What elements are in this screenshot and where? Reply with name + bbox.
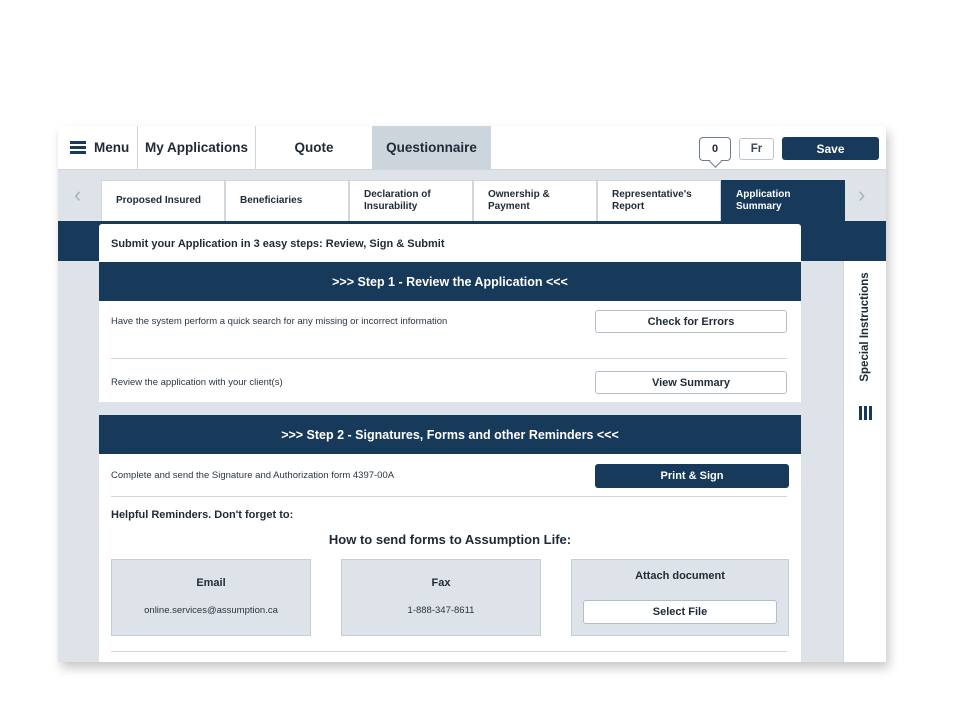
special-instructions-panel[interactable] bbox=[843, 261, 886, 662]
tab-questionnaire[interactable]: Questionnaire bbox=[373, 126, 491, 169]
step2-heading: >>> Step 2 - Signatures, Forms and other Reminders <<< bbox=[99, 415, 801, 454]
section-tab-ownership-payment[interactable]: Ownership & Payment bbox=[473, 180, 597, 221]
top-bar bbox=[58, 126, 886, 170]
divider bbox=[111, 651, 787, 652]
send-forms-title: How to send forms to Assumption Life: bbox=[328, 532, 572, 547]
step1-heading: >>> Step 1 - Review the Application <<< bbox=[99, 262, 801, 301]
menu-button[interactable] bbox=[58, 126, 138, 169]
check-errors-description: Have the system perform a quick search for any missing or incorrect information bbox=[111, 316, 448, 327]
attach-document-box bbox=[571, 559, 789, 636]
section-tab-beneficiaries[interactable]: Beneficiaries bbox=[225, 180, 349, 221]
application-summary-card bbox=[99, 224, 801, 662]
fax-title: Fax bbox=[431, 577, 451, 589]
email-address: online.services@assumption.ca bbox=[144, 605, 278, 616]
divider bbox=[111, 496, 787, 497]
notification-badge[interactable]: 0 bbox=[699, 137, 731, 161]
select-file-button[interactable]: Select File bbox=[583, 600, 777, 624]
app-window bbox=[58, 126, 886, 662]
fax-option-box bbox=[341, 559, 541, 636]
attach-document-title: Attach document bbox=[635, 570, 725, 582]
page-title: Submit your Application in 3 easy steps: Review, Sign & Submit bbox=[111, 238, 445, 250]
signature-form-description: Complete and send the Signature and Authorization form 4397-00A bbox=[111, 470, 395, 481]
print-and-sign-button[interactable]: Print & Sign bbox=[595, 464, 789, 488]
language-toggle-button[interactable]: Fr bbox=[739, 138, 774, 160]
chevron-right-icon[interactable]: › bbox=[858, 182, 866, 207]
hamburger-icon bbox=[70, 141, 86, 154]
check-for-errors-button[interactable]: Check for Errors bbox=[595, 310, 787, 333]
view-summary-description: Review the application with your client(s) bbox=[111, 377, 283, 388]
fax-number: 1-888-347-8611 bbox=[407, 605, 475, 616]
section-separator bbox=[99, 402, 801, 415]
save-button[interactable]: Save bbox=[782, 137, 879, 160]
menu-label: Menu bbox=[94, 140, 130, 155]
chevron-left-icon[interactable]: ‹ bbox=[74, 182, 82, 207]
divider bbox=[111, 358, 787, 359]
special-instructions-label: Special Instructions bbox=[859, 272, 871, 382]
tab-my-applications[interactable]: My Applications bbox=[138, 126, 256, 169]
email-option-box bbox=[111, 559, 311, 636]
expand-panel-icon[interactable] bbox=[859, 406, 872, 420]
section-tab-application-summary[interactable]: Application Summary bbox=[721, 180, 845, 221]
reminders-title: Helpful Reminders. Don't forget to: bbox=[111, 509, 294, 521]
section-tab-declaration-of-insurability[interactable]: Declaration of Insurability bbox=[349, 180, 473, 221]
section-tab-proposed-insured[interactable]: Proposed Insured bbox=[101, 180, 225, 221]
view-summary-button[interactable]: View Summary bbox=[595, 371, 787, 394]
tab-quote[interactable]: Quote bbox=[256, 126, 373, 169]
section-tab-representatives-report[interactable]: Representative's Report bbox=[597, 180, 721, 221]
email-title: Email bbox=[196, 577, 226, 589]
